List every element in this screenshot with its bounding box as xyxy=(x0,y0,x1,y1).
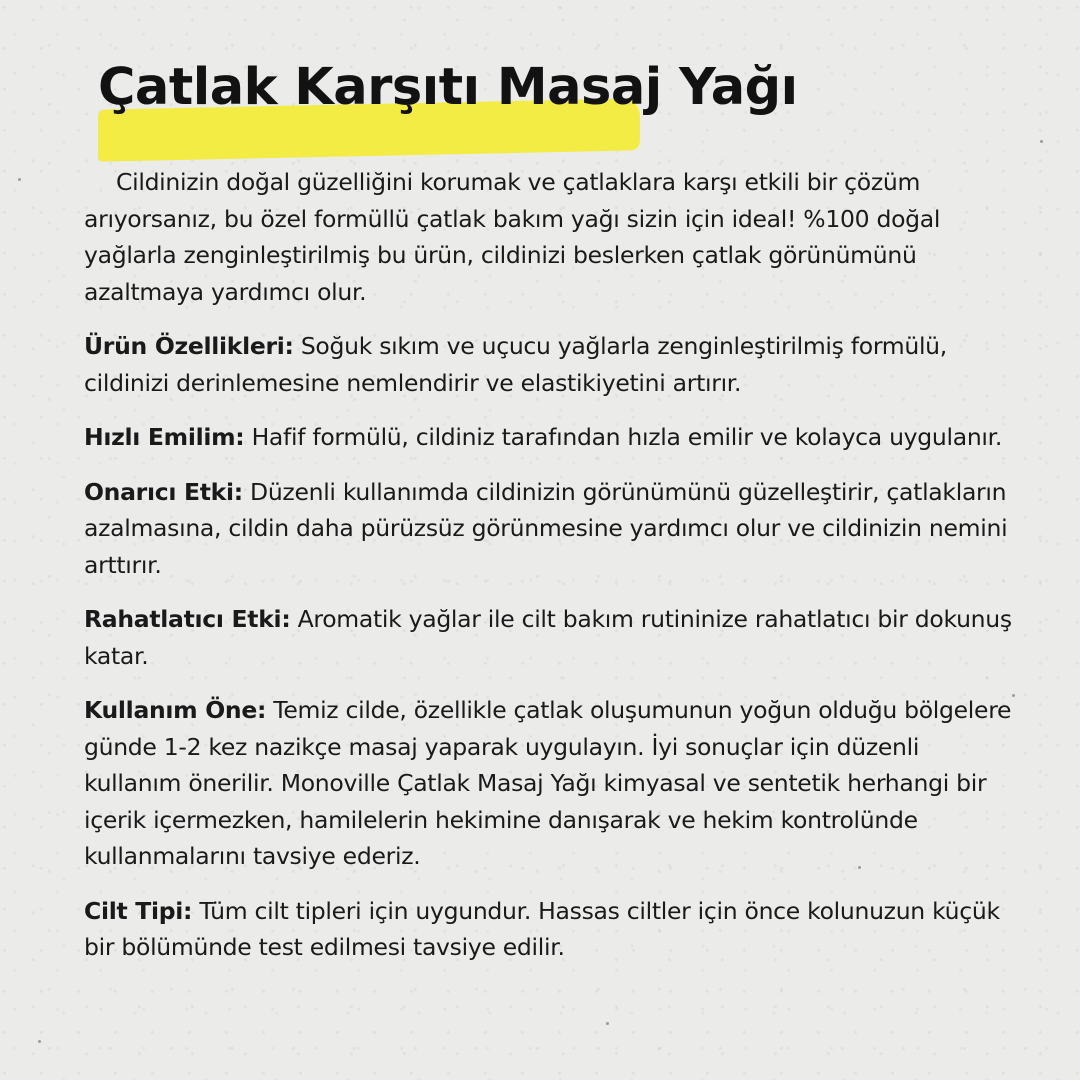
section-product-features xyxy=(84,328,1014,401)
section-repair-effect xyxy=(84,474,1014,584)
section-fast-absorption xyxy=(84,419,1014,456)
section-text: Aromatik yağlar ile cilt bakım rutininize rahatlatıcı bir dokunuş katar. xyxy=(84,605,1012,670)
section-relaxing-effect xyxy=(84,601,1014,674)
section-label: Kullanım Öne: xyxy=(84,696,267,724)
paper-speck xyxy=(38,1040,41,1043)
section-text: Temiz cilde, özellikle çatlak oluşumunun yoğun olduğu bölgelere günde 1-2 kez nazikçe masaj yaparak uygulayın. İyi sonuçlar için düzenli kullanım önerilir. Monoville Çatlak Masaj Yağı kimyasal ve sentetik herhangi bir içerik içermezken, hamilelerin hekimine danışarak ve hekim kontrolünde kullanmalarını tavsiye ederiz. xyxy=(84,696,1012,870)
paper-speck xyxy=(606,1022,609,1025)
section-text: Soğuk sıkım ve uçucu yağlarla zenginleştirilmiş formülü, cildinizi derinlemesine nemlendirir ve elastikiyetini artırır. xyxy=(84,332,947,397)
section-label: Ürün Özellikleri: xyxy=(84,332,294,360)
section-skin-type xyxy=(84,893,1014,966)
section-label: Cilt Tipi: xyxy=(84,896,193,925)
section-label: Onarıcı Etki: xyxy=(84,477,243,506)
intro-paragraph: Cildinizin doğal güzelliğini korumak ve çatlaklara karşı etkili bir çözüm arıyorsanız, bu özel formüllü çatlak bakım yağı sizin için ideal! %100 doğal yağlarla zenginleştirilmiş bu ürün, cildinizi beslerken çatlak görünümünü azaltmaya yardımcı olur. xyxy=(84,168,941,306)
product-description xyxy=(84,164,1014,984)
section-label: Hızlı Emilim: xyxy=(84,423,245,451)
title-block xyxy=(98,48,998,158)
section-text: Tüm cilt tipleri için uygundur. Hassas ciltler için önce kolunuzun küçük bir bölümünde test edilmesi tavsiye edilir. xyxy=(84,896,1000,961)
section-text: Düzenli kullanımda cildinizin görünümünü güzelleştirir, çatlakların azalmasına, cildin daha pürüzsüz görünmesine yardımcı olur ve cildinizin nemini arttırır. xyxy=(84,477,1008,579)
section-usage xyxy=(84,692,1014,875)
paper-speck xyxy=(18,178,21,181)
section-text: Hafif formülü, cildiniz tarafından hızla emilir ve kolayca uygulanır. xyxy=(251,423,1003,451)
section-label: Rahatlatıcı Etki: xyxy=(84,605,291,633)
page-title: Çatlak Karşıtı Masaj Yağı xyxy=(98,58,798,117)
paper-speck xyxy=(1040,140,1043,143)
